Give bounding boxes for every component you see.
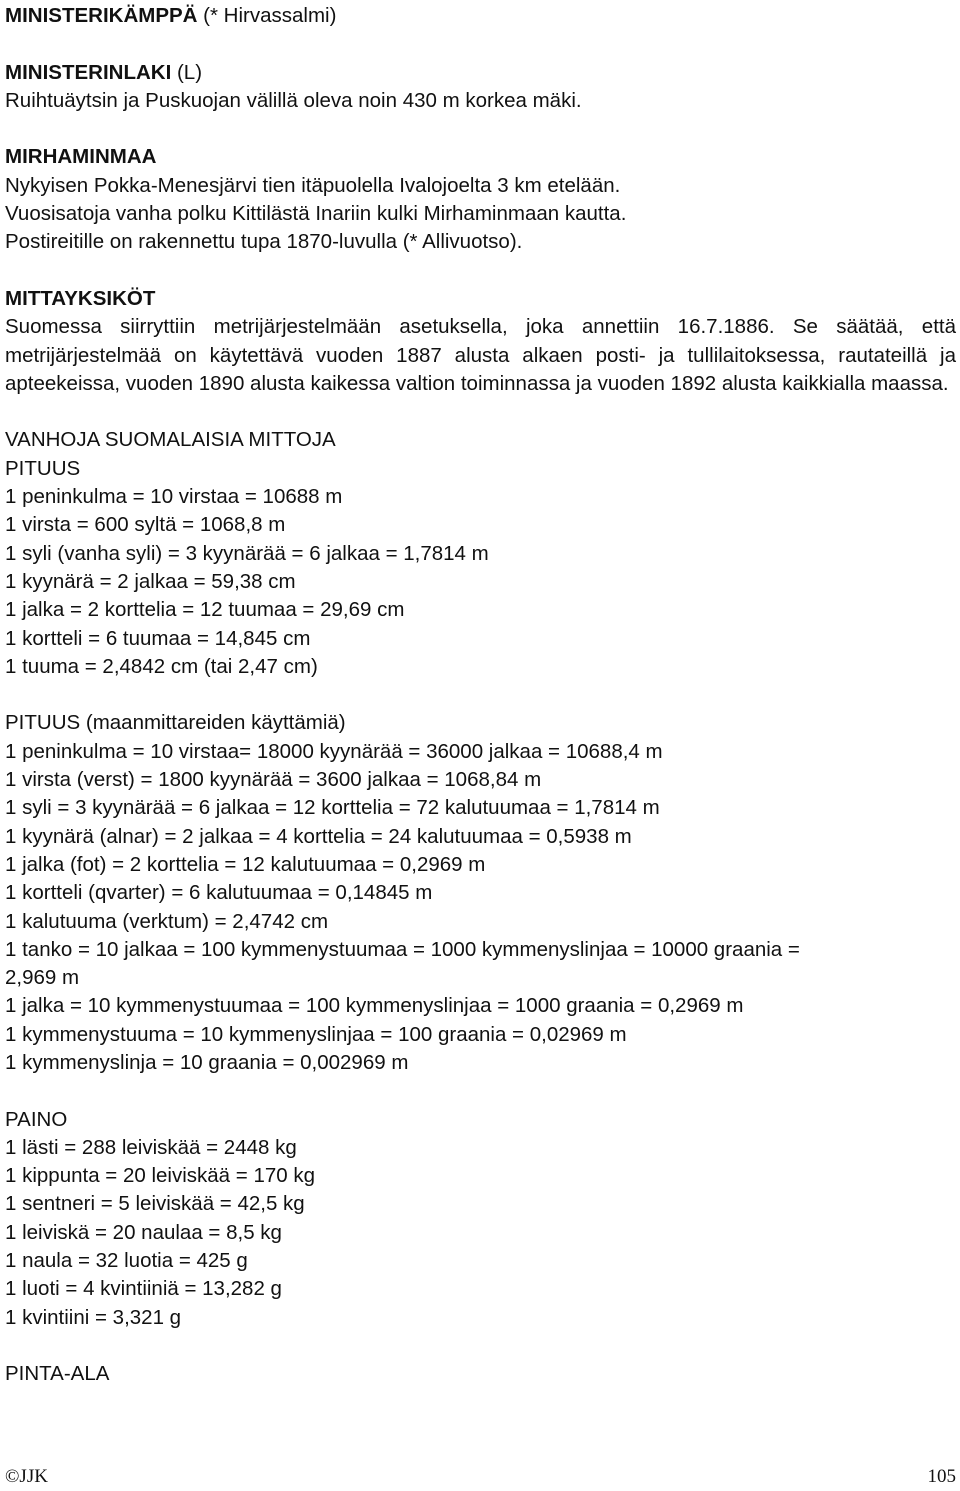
measure-line: 1 leiviskä = 20 naulaa = 8,5 kg [5,1220,282,1244]
measure-line: 1 kortteli (qvarter) = 6 kalutuumaa = 0,14845 m [5,881,433,905]
entry-title: MIRHAMINMAA [5,145,157,169]
entry-paragraph: Suomessa siirryttiin metrijärjestelmään asetuksella, joka annettiin 16.7.1886. Se säätää, että metrijärjestelmää on käytettävä vuoden 1887 alusta alkaen posti- ja tullilaitoksessa, rautateillä ja apteekeissa, vuoden 1890 alusta kaikessa valtion toiminnassa ja vuoden 1892 alusta kaikkialla maassa. [5,315,956,395]
measure-line: 1 kymmenyslinja = 10 graania = 0,002969 m [5,1050,409,1074]
measure-line: 1 kvintiini = 3,321 g [5,1305,182,1329]
page-footer [5,1466,956,1488]
measure-line: 1 kalutuuma (verktum) = 2,4742 cm [5,909,329,933]
measure-line: 1 syli = 3 kyynärää = 6 jalkaa = 12 korttelia = 72 kalutuumaa = 1,7814 m [5,796,660,820]
spacer [5,681,956,709]
entry-heading [5,143,956,171]
measure-line: 1 kyynärä (alnar) = 2 jalkaa = 4 korttelia = 24 kalutuumaa = 0,5938 m [5,824,632,848]
measure-line: 1 kippunta = 20 leiviskää = 170 kg [5,1164,315,1188]
measures-section-area [5,1360,956,1388]
entry-note: (* Hirvassalmi) [197,4,337,27]
entry-heading [5,2,956,30]
entry-title: MINISTERINLAKI [5,60,172,84]
measure-line: 1 tanko = 10 jalkaa = 100 kymmenystuumaa = 1000 kymmenyslinjaa = 10000 graania = [5,937,800,961]
subsection-heading: PITUUS (maanmittareiden käyttämiä) [5,711,346,735]
measure-line: 1 tuuma = 2,4842 cm (tai 2,47 cm) [5,654,318,678]
entry-text-line: Vuosisatoja vanha polku Kittilästä Inariin kulki Mirhaminmaan kautta. [5,202,627,226]
document-page [5,2,956,1389]
spacer [5,257,956,285]
entry-text-line: Nykyisen Pokka-Menesjärvi tien itäpuolella Ivalojoelta 3 km etelään. [5,173,621,197]
measure-line: 1 kyynärä = 2 jalkaa = 59,38 cm [5,569,296,593]
copyright-mark: ©JJK [5,1466,48,1487]
entry-title: MINISTERIKÄMPPÄ [5,4,198,27]
measure-line: 1 lästi = 288 leiviskää = 2448 kg [5,1135,297,1159]
spacer [5,30,956,58]
spacer [5,115,956,143]
measure-line: 1 syli (vanha syli) = 3 kyynärää = 6 jalkaa = 1,7814 m [5,541,489,565]
page-number: 105 [927,1466,956,1487]
spacer [5,398,956,426]
entry-note: (L) [171,60,203,84]
measure-line: 2,969 m [5,966,80,990]
entry-heading [5,285,956,313]
subsection-heading: PAINO [5,1107,68,1131]
spacer [5,1077,956,1105]
entry-text-line: Ruihtuäytsin ja Puskuojan välillä oleva noin 430 m korkea mäki. [5,88,582,112]
entry-text-line: Postireitille on rakennettu tupa 1870-luvulla (* Allivuotso). [5,230,523,254]
measure-line: 1 virsta = 600 syltä = 1068,8 m [5,513,286,537]
entry-title: MITTAYKSIKÖT [5,286,156,310]
measure-line: 1 peninkulma = 10 virstaa= 18000 kyynärää = 36000 jalkaa = 10688,4 m [5,739,663,763]
measure-line: 1 kortteli = 6 tuumaa = 14,845 cm [5,626,311,650]
measure-line: 1 sentneri = 5 leiviskää = 42,5 kg [5,1192,305,1216]
measure-line: 1 peninkulma = 10 virstaa = 10688 m [5,485,343,509]
section-heading: VANHOJA SUOMALAISIA MITTOJA [5,428,336,452]
measures-section-weight [5,1106,956,1332]
measure-line: 1 virsta (verst) = 1800 kyynärää = 3600 jalkaa = 1068,84 m [5,768,542,792]
entry-heading [5,59,956,87]
measures-section-old-length [5,426,956,681]
subsection-heading: PINTA-ALA [5,1362,110,1386]
measure-line: 1 jalka = 10 kymmenystuumaa = 100 kymmenyslinjaa = 1000 graania = 0,2969 m [5,994,744,1018]
measure-line: 1 naula = 32 luotia = 425 g [5,1249,248,1273]
subsection-heading: PITUUS [5,456,81,480]
measure-line: 1 jalka (fot) = 2 korttelia = 12 kalutuumaa = 0,2969 m [5,852,486,876]
measure-line: 1 luoti = 4 kvintiiniä = 13,282 g [5,1277,282,1301]
measure-line: 1 kymmenystuuma = 10 kymmenyslinjaa = 100 graania = 0,02969 m [5,1022,627,1046]
spacer [5,1332,956,1360]
measure-line: 1 jalka = 2 korttelia = 12 tuumaa = 29,69 cm [5,598,405,622]
measures-section-surveyor-length [5,709,956,1077]
